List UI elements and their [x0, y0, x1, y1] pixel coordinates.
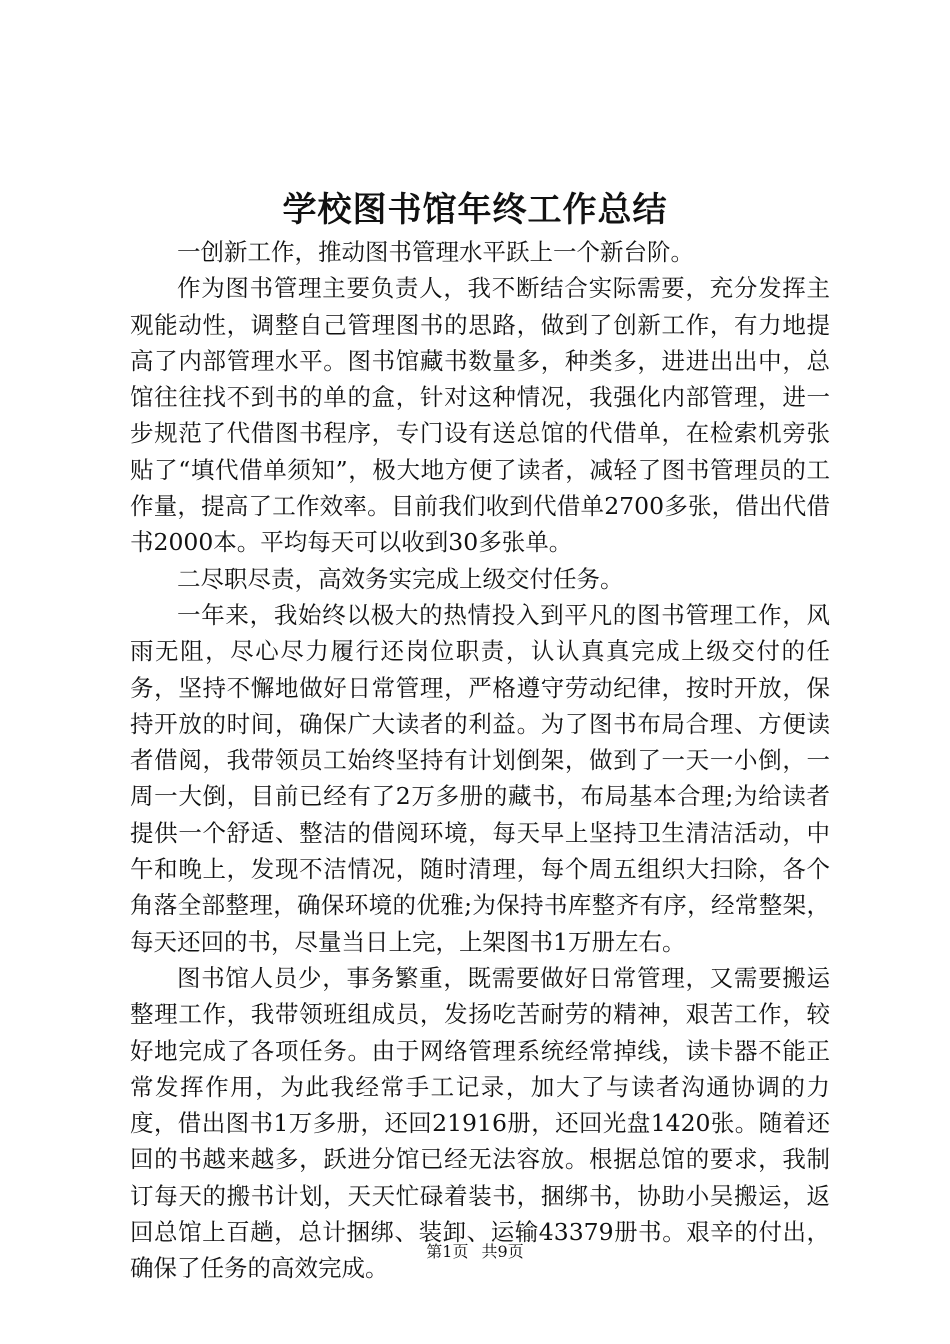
- paragraph-2: 一年来，我始终以极大的热情投入到平凡的图书管理工作，风雨无阻，尽心尽力履行还岗位职责，认认真真完成上级交付的任务，坚持不懈地做好日常管理，严格遵守劳动纪律，按时开放，保持开放的时间，确保广大读者的利益。为了图书布局合理、方便读者借阅，我带领员工始终坚持有计划倒架，做到了一天一小倒，一周一大倒，目前已经有了2万多册的藏书，布局基本合理;为给读者提供一个舒适、整洁的借阅环境，每天早上坚持卫生清洁活动，中午和晚上，发现不洁情况，随时清理，每个周五组织大扫除，各个角落全部整理，确保环境的优雅;为保持书库整齐有序，经常整架，每天还回的书，尽量当日上完，上架图书1万册左右。: [130, 600, 830, 956]
- page-footer: [0, 1240, 950, 1264]
- paragraph-heading-1: 一创新工作，推动图书管理水平跃上一个新台阶。: [177, 238, 694, 266]
- page-total: 共9页: [481, 1242, 524, 1261]
- paragraph-heading-2: 二尽职尽责，高效务实完成上级交付任务。: [177, 564, 624, 593]
- page-number: 第1页: [426, 1242, 469, 1261]
- document-title: 学校图书馆年终工作总结: [282, 190, 668, 230]
- paragraph-3: 图书馆人员少，事务繁重，既需要做好日常管理，又需要搬运整理工作，我带领班组成员，发扬吃苦耐劳的精神，艰苦工作，较好地完成了各项任务。由于网络管理系统经常掉线，读卡器不能正常发挥作用，为此我经常手工记录，加大了与读者沟通协调的力度，借出图书1万多册，还回21916册，还回光盘1420张。随着还回的书越来越多，跃进分馆已经无法容放。根据总馆的要求，我制订每天的搬书计划，天天忙碌着装书，捆绑书，协助小吴搬运，返回总馆上百趟，总计捆绑、装卸、运输43379册书。艰辛的付出，确保了任务的高效完成。: [130, 963, 830, 1283]
- paragraph-1: 作为图书管理主要负责人，我不断结合实际需要，充分发挥主观能动性，调整自己管理图书的思路，做到了创新工作，有力地提高了内部管理水平。图书馆藏书数量多，种类多，进进出出中，总馆往往找不到书的单的盒，针对这种情况，我强化内部管理，进一步规范了代借图书程序，专门设有送总馆的代借单，在检索机旁张贴了“填代借单须知”，极大地方便了读者，减轻了图书管理员的工作量，提高了工作效率。目前我们收到代借单2700多张，借出代借书2000本。平均每天可以收到30多张单。: [130, 274, 830, 557]
- document-body: [130, 234, 830, 1287]
